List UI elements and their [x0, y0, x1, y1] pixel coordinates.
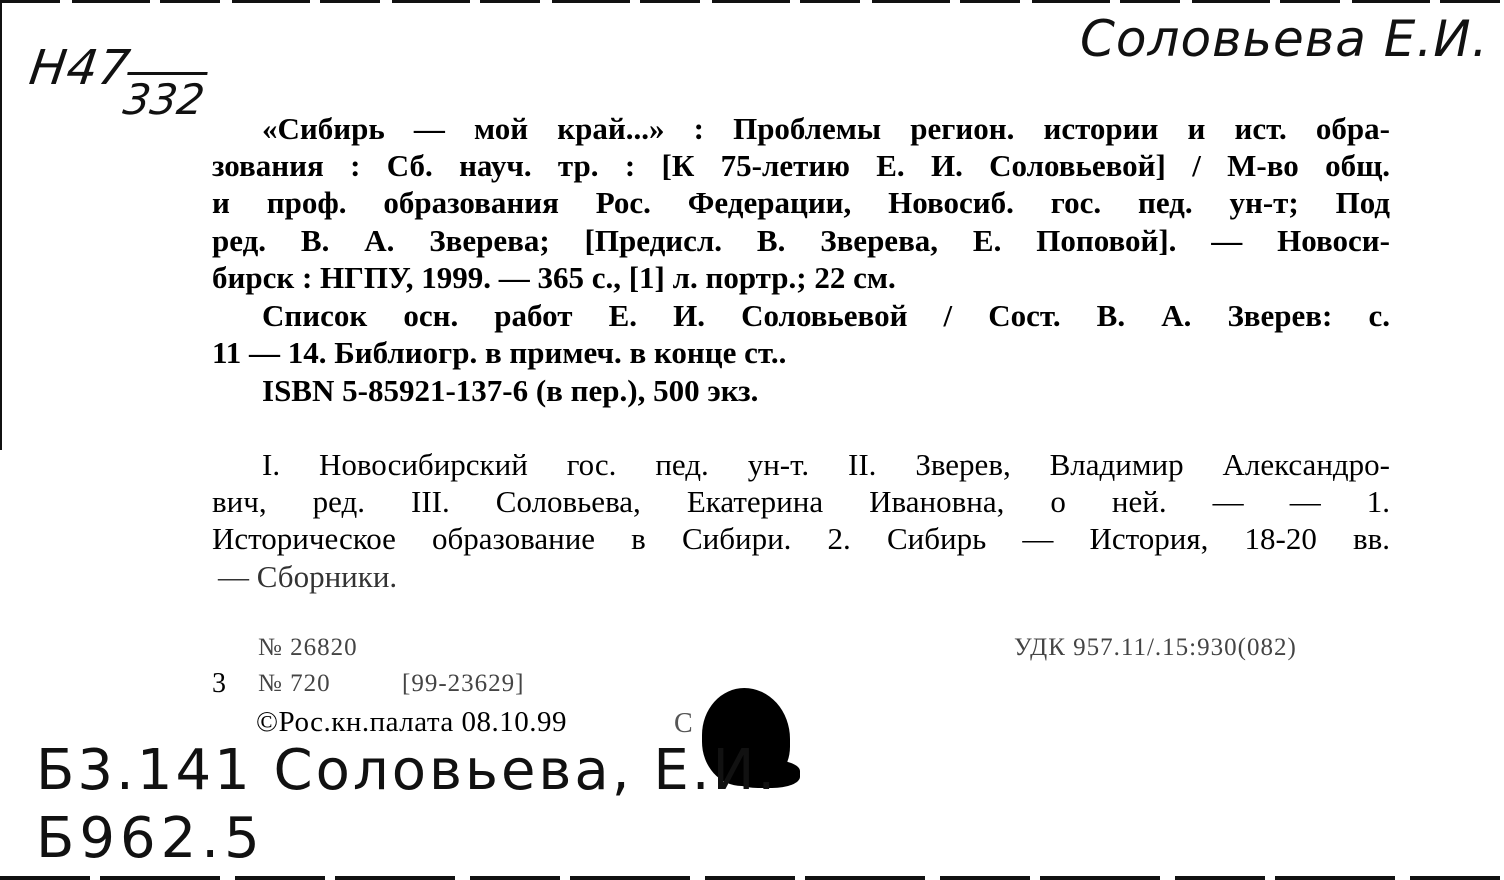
card-top-edge	[0, 0, 1504, 3]
copyright-trailing: С	[674, 708, 693, 739]
tracings-line-2: вич, ред. III. Соловьева, Екатерина Ивановна, о ней. — — 1.	[212, 484, 1390, 519]
card-left-edge	[0, 0, 2, 450]
main-entry-line-2: зования : Сб. науч. тр. : [К 75-летию Е. И. Соловьевой] / М-во общ.	[212, 148, 1390, 183]
tracings-line-3: Историческое образование в Сибири. 2. Сибирь — История, 18-20 вв.	[212, 521, 1390, 556]
prefix-number: 3	[212, 668, 226, 699]
isbn-line: ISBN 5-85921-137-6 (в пер.), 500 экз.	[262, 373, 759, 408]
handwritten-author-note: Соловьева Е.И.	[1080, 10, 1489, 68]
card-bottom-edge	[0, 876, 1504, 880]
note-line-1: Список осн. работ Е. И. Соловьевой / Сост. В. А. Зверев: с.	[262, 298, 1390, 333]
udk-code: УДК 957.11/.15:930(082)	[1014, 634, 1297, 661]
card-number: № 26820	[258, 634, 358, 661]
handwritten-shelf-code: Н47	[26, 40, 135, 96]
handwritten-bbk-line-2: Б962.5	[36, 806, 265, 871]
bracket-number: [99-23629]	[402, 670, 525, 697]
main-entry-line-1: «Сибирь — мой край...» : Проблемы регион. истории и ист. обра-	[262, 111, 1390, 146]
note-line-2: 11 — 14. Библиогр. в примеч. в конце ст..	[212, 335, 787, 370]
main-entry-line-4: ред. В. А. Зверева; [Предисл. В. Зверева, Е. Поповой]. — Новоси-	[212, 223, 1390, 258]
tracings-line-1: I. Новосибирский гос. пед. ун-т. II. Зверев, Владимир Александро-	[262, 447, 1390, 482]
handwritten-shelf-code-sub: 332	[120, 72, 207, 124]
handwritten-bbk-line-1: Б3.141 Соловьева, Е.И.	[36, 738, 779, 803]
main-entry-line-3: и проф. образования Рос. Федерации, Новосиб. гос. пед. ун-т; Под	[212, 185, 1390, 220]
card-number-2: № 720	[258, 670, 331, 697]
tracings-line-4: — Сборники.	[218, 559, 398, 594]
main-entry-line-5: бирск : НГПУ, 1999. — 365 с., [1] л. портр.; 22 см.	[212, 260, 896, 295]
copyright-line: ©Рос.кн.палата 08.10.99	[256, 706, 568, 738]
